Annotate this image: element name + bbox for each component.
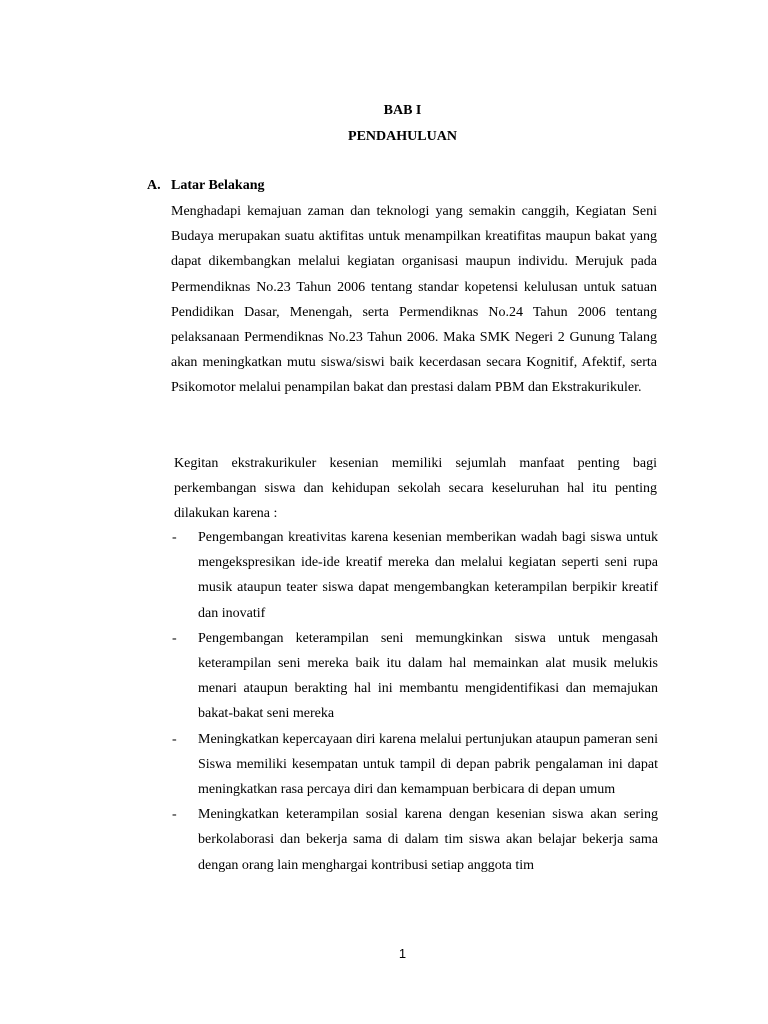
list-item	[172, 727, 658, 803]
benefits-list	[172, 525, 658, 878]
list-bullet: -	[172, 731, 177, 747]
chapter-title: PENDAHULUAN	[348, 129, 457, 144]
list-item	[172, 626, 658, 727]
list-item-text: Meningkatkan kepercayaan diri karena melalui pertunjukan ataupun pameran seni Siswa memiliki kesempatan untuk tampil di depan pabrik pengalaman ini dapat meningkatkan rasa percaya diri dan kemampuan berbicara di depan umum	[198, 731, 658, 798]
list-item	[172, 802, 658, 878]
chapter-number: BAB I	[383, 103, 422, 118]
page-number: 1	[398, 946, 407, 961]
list-item-text: Pengembangan kreativitas karena kesenian memberikan wadah bagi siswa untuk mengekspresikan ide-ide kreatif mereka dan melalui kegiatan seperti seni rupa musik ataupun teater siswa dapat mengembangkan keterampilan berpikir kreatif dan inovatif	[198, 530, 658, 621]
section-letter: A.	[147, 178, 161, 193]
section-heading	[147, 178, 264, 194]
benefits-intro-paragraph: Kegitan ekstrakurikuler kesenian memiliki sejumlah manfaat penting bagi perkembangan siswa dan kehidupan sekolah secara keseluruhan hal itu penting dilakukan karena :	[174, 456, 657, 522]
list-bullet: -	[172, 530, 177, 545]
list-item	[172, 525, 658, 626]
list-bullet: -	[172, 807, 177, 823]
list-bullet: -	[172, 630, 177, 646]
list-item-text: Pengembangan keterampilan seni memungkinkan siswa untuk mengasah keterampilan seni mereka baik itu dalam hal memainkan alat musik melukis menari ataupun berakting hal ini membantu mengidentifikasi dan memajukan bakat-bakat seni mereka	[198, 630, 658, 722]
background-paragraph: Menghadapi kemajuan zaman dan teknologi yang semakin canggih, Kegiatan Seni Budaya merupakan suatu aktifitas untuk menampilkan kreatifitas maupun bakat yang dapat dikembangkan melalui kegiatan organisasi maupun individu. Merujuk pada Permendiknas No.23 Tahun 2006 tentang standar kopetensi kelulusan untuk satuan Pendidikan Dasar, Menengah, serta Permendiknas No.24 Tahun 2006 tentang pelaksanaan Permendiknas No.23 Tahun 2006. Maka SMK Negeri 2 Gunung Talang akan meningkatkan mutu siswa/siswi baik kecerdasan secara Kognitif, Afektif, serta Psikomotor melalui penampilan bakat dan prestasi dalam PBM dan Ekstrakurikuler.	[171, 204, 657, 396]
section-title: Latar Belakang	[171, 178, 265, 193]
list-item-text: Meningkatkan keterampilan sosial karena dengan kesenian siswa akan sering berkolaborasi dan bekerja sama di dalam tim siswa akan belajar bekerja sama dengan orang lain menghargai kontribusi setiap anggota tim	[198, 807, 658, 873]
